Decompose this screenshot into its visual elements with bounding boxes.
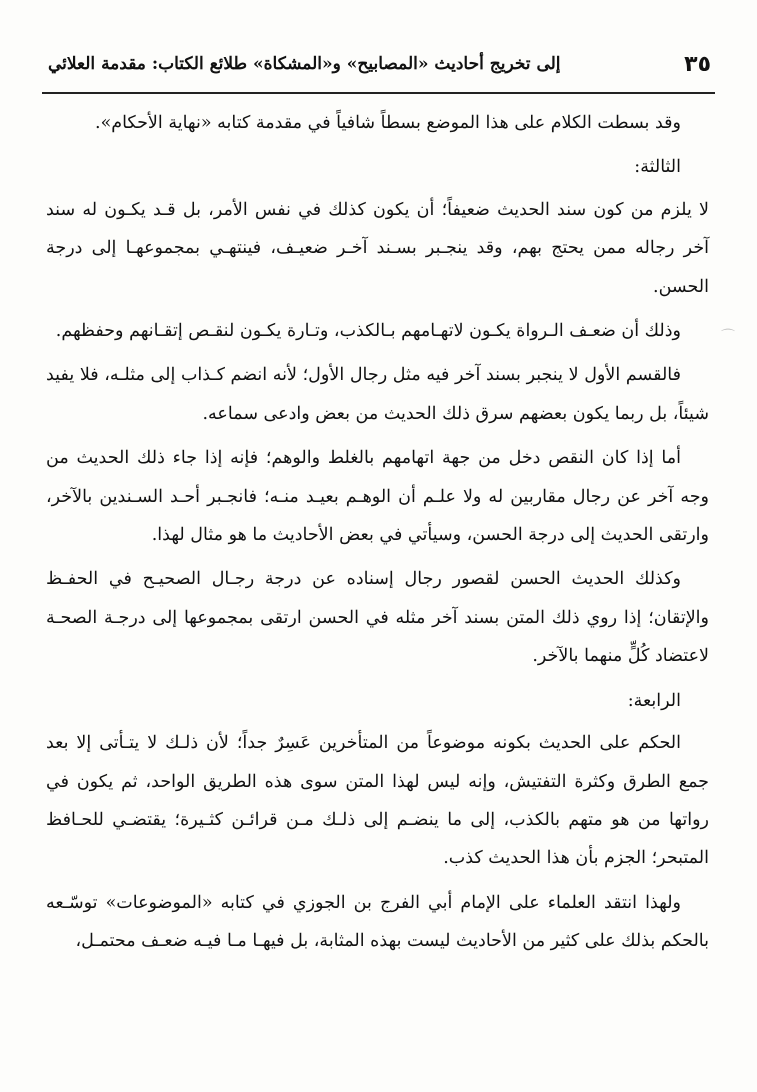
running-head: إلى تخريج أحاديث «المصابيح» و«المشكاة» طلائع الكتاب: مقدمة العلائي	[48, 54, 561, 74]
scan-artifact-icon: ⌒	[721, 329, 735, 345]
paragraph: وكذلك الحديث الحسن لقصور رجال إسناده عن درجة رجـال الصحيـح في الحفـظ والإتقان؛ إذا روي ذلك المتن بسند آخر مثله في الحسن ارتقى بمجموعها إلى درجـة الصحـة لاعتضاد كُلٍّ منهما بالآخر.	[46, 569, 709, 667]
paragraph: أما إذا كان النقص دخل من جهة اتهامهم بالغلط والوهم؛ فإنه إذا جاء ذلك الحديث من وجه آخر عن رجال مقاربين له ولا علـم أن الوهـم بعيـد منـه؛ فانجـبر أحـد السـندين بالآخر، وارتقى الحديث إلى درجة الحسن، وسيأتي في بعض الأحاديث ما هو مثال لهذا.	[46, 448, 709, 546]
paragraph: ولهذا انتقد العلماء على الإمام أبي الفرج بن الجوزي في كتابه «الموضوعات» توسّـعه بالحكم بذلك على كثير من الأحاديث ليست بهذه المثابة، بل فيهـا مـا فيـه ضعـف محتمـل،	[46, 892, 709, 952]
paragraph: الحكم على الحديث بكونه موضوعاً من المتأخرين عَسِرٌ جداً؛ لأن ذلـك لا يتـأتى إلا بعد جمع الطرق وكثرة التفتيش، وإنه ليس لهذا المتن سوى هذه الطريق الواحد، ثم يكون في رواتها من هو متهم بالكذب، إلى ما ينضـم إلى ذلـك مـن قرائـن كثـيرة؛ يقتضـي للحـافظ المتبحر؛ الجزم بأن هذا الحديث كذب.	[46, 733, 709, 869]
page-header	[48, 42, 711, 86]
paragraph: لا يلزم من كون سند الحديث ضعيفاً؛ أن يكون كذلك في نفس الأمر، بل قـد يكـون له سند آخر رجاله ممن يحتج بهم، وقد ينجـبر بسـند آخـر ضعيـف، فينتهـي بمجموعهـا إلى درجة الحسن.	[46, 199, 709, 297]
section-heading: الثالثة:	[634, 157, 681, 178]
page-number: ٣٥	[684, 51, 711, 77]
section-heading: الرابعة:	[627, 690, 681, 711]
paragraph: وذلك أن ضعـف الـرواة يكـون لاتهـامهم بـالكذب، وتـارة يكـون لنقـص إتقـانهم وحفظهم.	[55, 321, 681, 342]
header-rule	[42, 92, 715, 94]
body-text	[46, 104, 709, 967]
paragraph: فالقسم الأول لا ينجبر بسند آخر فيه مثل رجال الأول؛ لأنه انضم كـذاب إلى مثلـه، فلا يفيد شيئاً، بل ربما يكون بعضهم سرق ذلك الحديث من بعض وادعى سماعه.	[46, 365, 709, 424]
paragraph: وقد بسطت الكلام على هذا الموضع بسطاً شافياً في مقدمة كتابه «نهاية الأحكام».	[95, 113, 681, 133]
